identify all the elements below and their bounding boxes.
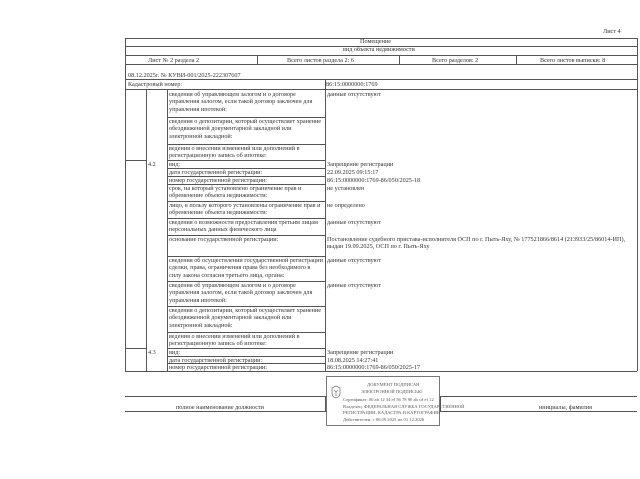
row-label: сведения о депозитарии, который осуществляет хранение обездвиженной документарной закладной или электронной закладной: — [169, 307, 322, 329]
row-value: не определено — [327, 202, 365, 209]
value-column-sep — [325, 79, 326, 371]
stamp-owner: Владелец: ФЕДЕРАЛЬНАЯ СЛУЖБА ГОСУДАРСТВЕННОЙ — [343, 404, 465, 409]
row-label: дата государственной регистрации: — [169, 357, 263, 364]
row-label: срок, на который установлено ограничение прав и обременение объекта недвижимости: — [169, 185, 302, 200]
sheets-in-section-label: Всего листов раздела 2: 6 — [287, 57, 354, 64]
row-label: сведения об управляющем залогом и о договоре управления залогом, если такой договор заключен для управления ипотекой: — [169, 282, 313, 304]
row-value: Запрещение регистрации — [327, 349, 394, 356]
row-value: 22.09.2025 09:15:17 — [327, 169, 379, 176]
row-label: номер государственной регистрации: — [169, 364, 267, 371]
header-rule-4 — [125, 64, 637, 65]
row-number: 4.2 — [148, 161, 156, 168]
row-label: сведения об управляющем залогом и о договоре управления залогом, если такой договор заключен для управления ипотекой: — [169, 91, 313, 113]
row-label: ведения о внесении изменений или дополнений в регистрационную запись об ипотеке: — [169, 333, 300, 348]
row-label: вид: — [169, 349, 181, 356]
row-label: дата государственной регистрации: — [169, 169, 263, 176]
number-row-rule — [125, 160, 146, 161]
extract-ref-rule — [125, 79, 637, 80]
number-column-sep — [146, 90, 147, 371]
row-value: данные отсутствуют — [327, 282, 381, 289]
stamp-owner-cont: РЕГИСТРАЦИИ, КАДАСТРА И КАРТОГРАФИИ — [343, 410, 441, 415]
table-bottom-rule — [125, 371, 637, 372]
sheet-section-label: Лист № 2 раздела 2 — [148, 57, 200, 64]
stamp-title: ДОКУМЕНТ ПОДПИСАН — [367, 382, 420, 387]
extract-reference: 08.12.2025г. № КУВИ-001/2025-222307607 — [128, 72, 241, 79]
section-subtitle: вид объекта недвижимости — [343, 46, 415, 53]
signature-name-label: инициалы, фамилия — [539, 404, 592, 411]
label-column-sep — [167, 90, 168, 371]
row-number: 4.3 — [148, 349, 156, 356]
row-label: ведения о внесении изменений или дополнений в регистрационную запись об ипотеке: — [169, 145, 300, 160]
cadastral-number-value: 86:15:0000000:1769 — [326, 81, 378, 88]
cadastral-rule — [125, 89, 637, 90]
header-sep-3 — [516, 55, 517, 64]
row-label: лицо, в пользу которого установлены ограничение прав и обременение объекта недвижимости: — [169, 202, 321, 217]
electronic-signature-stamp — [326, 376, 465, 426]
header-left-edge — [125, 38, 126, 64]
row-label: номер государственной регистрации: — [169, 177, 267, 184]
header-rule-3 — [125, 55, 637, 56]
coat-of-arms-icon — [330, 385, 342, 399]
row-label: основание государственной регистрации: — [169, 236, 279, 243]
header-right-edge — [637, 38, 638, 64]
sheet-label: Лист 4 — [603, 28, 621, 35]
row-value: данные отсутствуют — [327, 219, 381, 226]
row-value: не установлен — [327, 185, 365, 192]
row-value: 18.08.2025 14:27:41 — [327, 357, 379, 364]
sections-total-label: Всего разделов: 2 — [432, 57, 479, 64]
header-sep-2 — [399, 55, 400, 64]
row-value: данные отсутствуют — [327, 257, 381, 264]
stamp-certificate: Сертификат: 00 ab 12 34 ef 56 78 90 ab cd ef 12 — [343, 397, 434, 402]
row-label: вид: — [169, 161, 181, 168]
row-value: Постановление судебного пристава-исполнителя ОСП по г. Пыть-Яху, № 177521866/8614 (213933/25/86014-ИП), выдан 19.09.2025, ОСП по г. Пыть-Яху — [327, 236, 626, 251]
table-left-edge — [125, 64, 126, 371]
table-right-edge — [637, 64, 638, 371]
sheets-in-extract-label: Всего листов выписки: 8 — [540, 57, 606, 64]
header-sep-1 — [257, 55, 258, 64]
row-label: сведения о депозитарии, который осуществляет хранение обездвиженной документарной закладной или электронной закладной: — [169, 118, 322, 140]
stamp-validity: Действителен: с 06.09.2025 по 01.12.2026 — [343, 417, 425, 422]
row-value: 86:15:0000000:1769-86/050/2025-18 — [327, 177, 421, 184]
section-title: Помещение — [360, 38, 391, 45]
row-value: 86:15:0000000:1769-86/050/2025-17 — [327, 364, 421, 371]
signature-position-label: полное наименование должности — [176, 404, 264, 411]
cadastral-number-label: Кадастровый номер: — [128, 81, 183, 88]
row-label: сведения о возможности предоставления третьим лицам персональных данных физического лица — [169, 219, 318, 234]
row-value: данные отсутствуют — [327, 91, 381, 98]
number-row-rule — [125, 348, 146, 349]
row-label: сведения об осуществлении государственной регистрации сделки, права, ограничения права без необходимого в силу закона согласия третьего лица, органа: — [169, 257, 323, 279]
stamp-subtitle: ЭЛЕКТРОННОЙ ПОДПИСЬЮ — [361, 389, 423, 394]
row-value: Запрещение регистрации — [327, 161, 394, 168]
